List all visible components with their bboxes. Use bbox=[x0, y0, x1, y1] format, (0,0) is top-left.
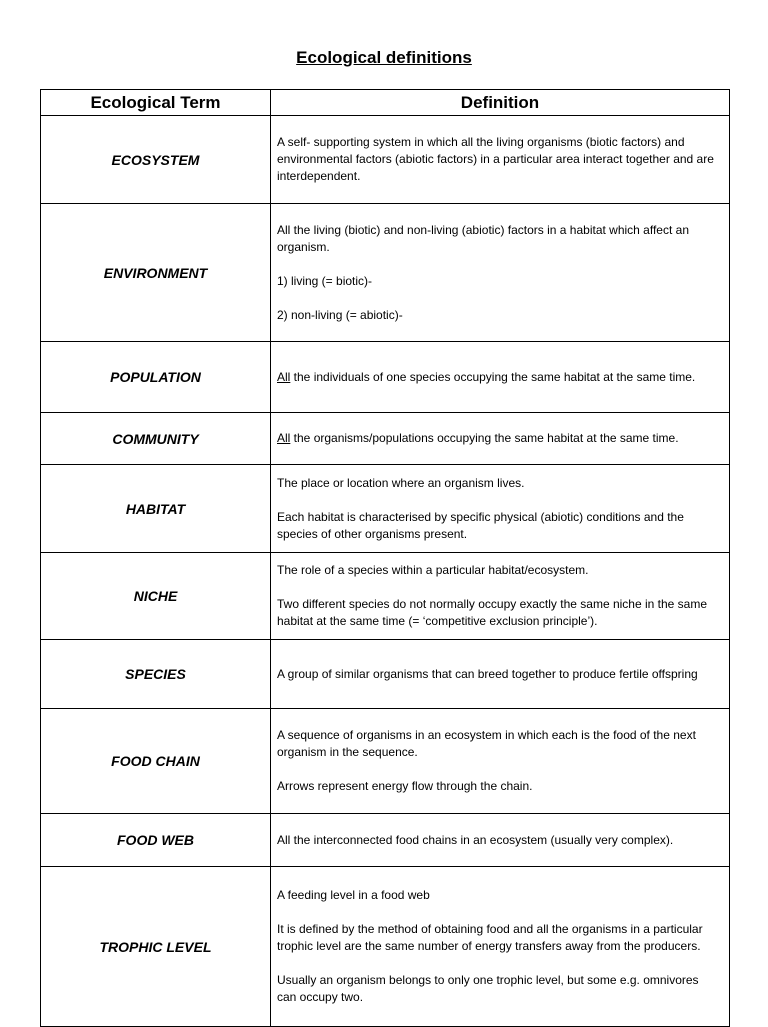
definition-text: Two different species do not normally occupy exactly the same niche in the same habitat at the same time (= ‘competitive exclusion principle’). bbox=[277, 597, 708, 628]
definition-paragraph bbox=[277, 369, 721, 386]
definition-paragraph bbox=[277, 307, 721, 324]
term-cell: POPULATION bbox=[41, 342, 271, 413]
table-row bbox=[41, 204, 730, 342]
definition-text: Each habitat is characterised by specific physical (abiotic) conditions and the species of other organisms present. bbox=[277, 509, 684, 541]
emphasis-text: All bbox=[277, 369, 291, 384]
definition-cell bbox=[271, 465, 730, 553]
definition-paragraph bbox=[277, 509, 721, 543]
term-cell: FOOD CHAIN bbox=[41, 709, 271, 814]
term-cell: ECOSYSTEM bbox=[41, 116, 271, 204]
definition-cell bbox=[271, 867, 730, 1027]
table-row bbox=[41, 342, 730, 413]
definition-cell bbox=[271, 814, 730, 867]
definition-cell bbox=[271, 342, 730, 413]
definition-text: A sequence of organisms in an ecosystem in which each is the food of the next organism in the sequence. bbox=[277, 728, 696, 759]
table-row bbox=[41, 116, 730, 204]
definition-paragraph bbox=[277, 727, 721, 761]
table-row bbox=[41, 867, 730, 1027]
definition-paragraph bbox=[277, 972, 721, 1006]
definition-text: the individuals of one species occupying the same habitat at the same time. bbox=[290, 369, 696, 384]
definitions-table bbox=[40, 89, 730, 1027]
definition-paragraph bbox=[277, 832, 721, 849]
table-row bbox=[41, 553, 730, 640]
definitions-table-container bbox=[40, 89, 729, 1027]
definition-paragraph bbox=[277, 666, 721, 683]
table-row bbox=[41, 465, 730, 553]
term-cell: HABITAT bbox=[41, 465, 271, 553]
definition-text: A self- supporting system in which all the living organisms (biotic factors) and environmental factors (abiotic factors) in a particular area interact together and are interdependent. bbox=[277, 135, 714, 183]
table-row bbox=[41, 640, 730, 709]
term-cell: NICHE bbox=[41, 553, 271, 640]
definition-text: Usually an organism belongs to only one trophic level, but some e.g. omnivores can occupy two. bbox=[277, 973, 699, 1004]
document-title: Ecological definitions bbox=[296, 48, 472, 67]
table-header-row bbox=[41, 90, 730, 116]
emphasis-text: All bbox=[277, 431, 291, 445]
definition-text: the organisms/populations occupying the same habitat at the same time. bbox=[290, 431, 679, 445]
definition-text: A group of similar organisms that can breed together to produce fertile offspring bbox=[277, 666, 698, 681]
definition-paragraph bbox=[277, 887, 721, 904]
definition-cell bbox=[271, 709, 730, 814]
definition-text: 2) non-living (= abiotic)- bbox=[277, 307, 403, 322]
definition-cell bbox=[271, 116, 730, 204]
definition-cell bbox=[271, 640, 730, 709]
term-cell: ENVIRONMENT bbox=[41, 204, 271, 342]
table-row bbox=[41, 709, 730, 814]
definition-paragraph bbox=[277, 778, 721, 795]
definition-text: 1) living (= biotic)- bbox=[277, 273, 373, 288]
definition-cell bbox=[271, 553, 730, 640]
definition-cell bbox=[271, 204, 730, 342]
term-cell: SPECIES bbox=[41, 640, 271, 709]
definition-text: All the interconnected food chains in an ecosystem (usually very complex). bbox=[277, 832, 674, 847]
definition-paragraph bbox=[277, 596, 721, 630]
definition-text: It is defined by the method of obtaining food and all the organisms in a particular trophic level are the same number of energy transfers away from the producers. bbox=[277, 922, 703, 953]
definition-text: The place or location where an organism lives. bbox=[277, 475, 525, 490]
definition-cell bbox=[271, 413, 730, 465]
definition-text: The role of a species within a particular habitat/ecosystem. bbox=[277, 563, 589, 577]
definition-paragraph bbox=[277, 273, 721, 290]
term-cell: FOOD WEB bbox=[41, 814, 271, 867]
table-row bbox=[41, 413, 730, 465]
definition-text: Arrows represent energy flow through the chain. bbox=[277, 779, 533, 793]
term-cell: TROPHIC LEVEL bbox=[41, 867, 271, 1027]
definition-paragraph bbox=[277, 921, 721, 955]
term-cell: COMMUNITY bbox=[41, 413, 271, 465]
header-ecological-term: Ecological Term bbox=[41, 90, 271, 116]
definition-paragraph bbox=[277, 134, 721, 185]
definition-text: All the living (biotic) and non-living (abiotic) factors in a habitat which affect an organism. bbox=[277, 222, 689, 254]
definition-paragraph bbox=[277, 475, 721, 492]
definition-paragraph bbox=[277, 430, 721, 447]
definition-paragraph bbox=[277, 562, 721, 579]
header-definition: Definition bbox=[271, 90, 730, 116]
definition-paragraph bbox=[277, 222, 721, 256]
table-row bbox=[41, 814, 730, 867]
definition-text: A feeding level in a food web bbox=[277, 888, 430, 902]
table-body bbox=[41, 116, 730, 1027]
